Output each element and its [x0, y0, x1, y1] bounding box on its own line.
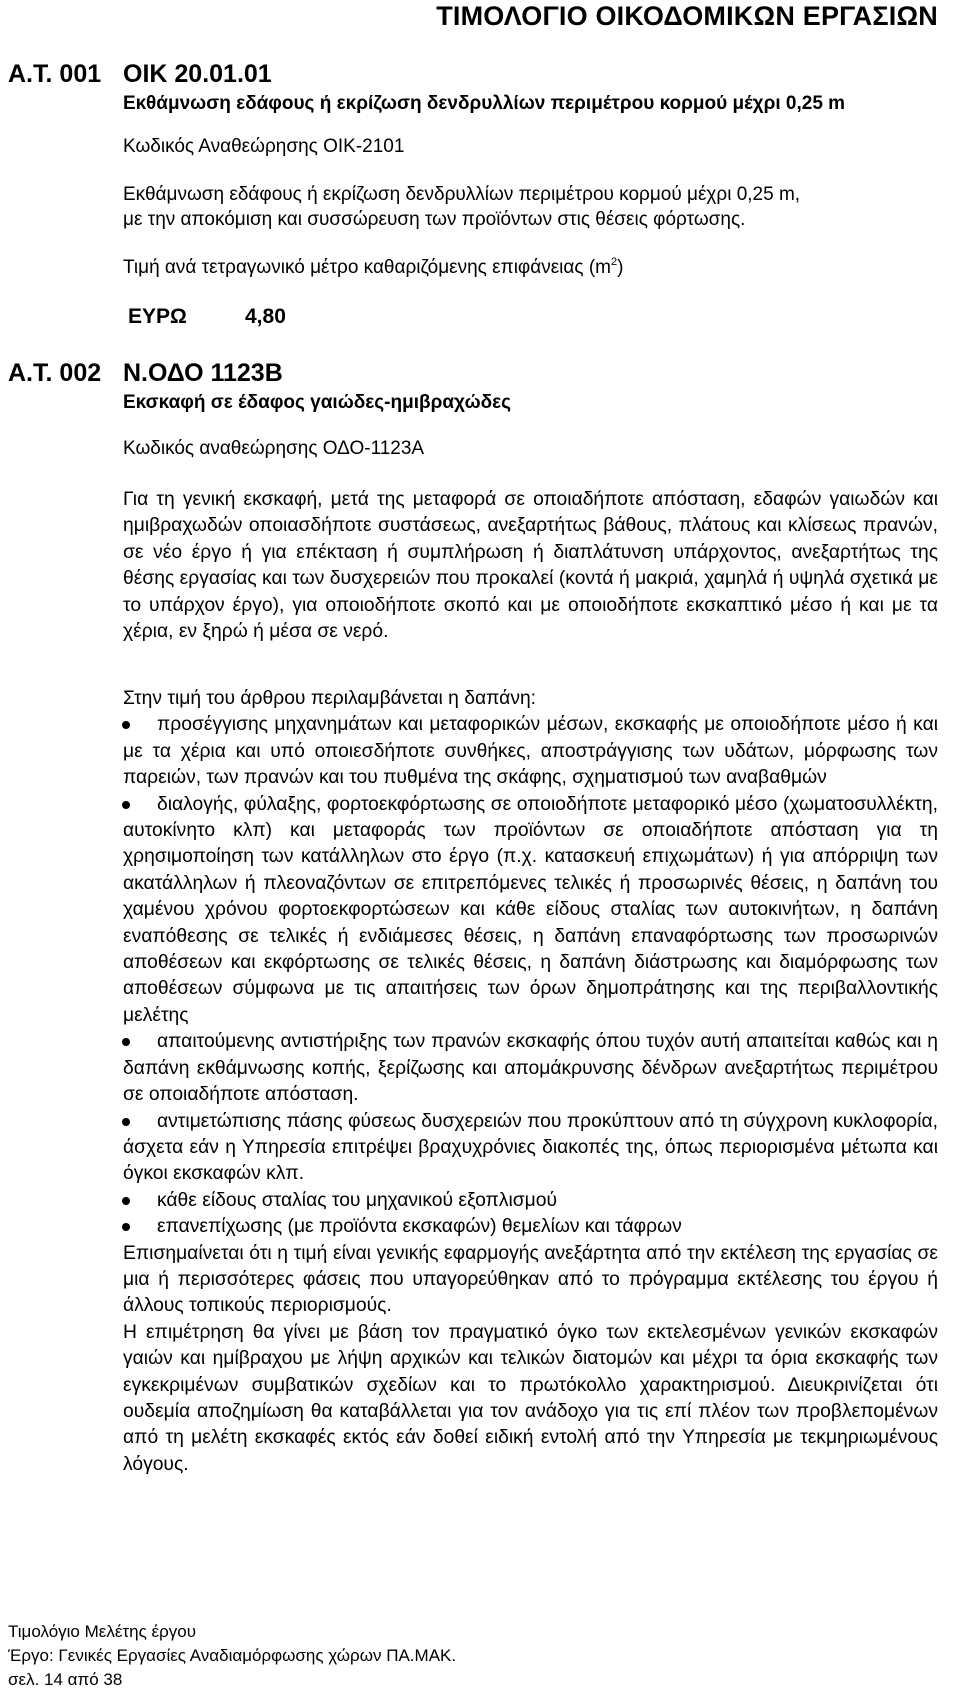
- list-item: προσέγγισης μηχανημάτων και μεταφορικών μέσων, εκσκαφής με οποιοδήποτε μέσο ή και με τα χέρια και υπό οποιεσδήποτε συνθήκες, αποστράγγισης των υδάτων, μόρφωσης των παρειών, των πρανών και του πυθμένα της σκάφης, σχηματισμού των αναβαθμών: [123, 714, 938, 789]
- measurement-paragraph: Η επιμέτρηση θα γίνει με βάση τον πραγματικό όγκο των εκτελεσμένων γενικών εκσκαφών γαιών και ημίβραχου με λήψη αρχικών και τελικών διατομών και μέχρι τα όρια εκσκαφής των εγκεκριμένων συμβατικών σχεδίων και το πρωτόκολλο χαρακτηρισμού. Διευκρινίζεται ότι ουδεμία αποζημίωση θα καταβάλλεται για τον ανάδοχο για τις επί πλέον των προβλεπομένων από τη μελέτη εκσκαφές εκτός εάν δοθεί ειδική εντολή από την Υπηρεσία με τεκμηριωμένους λόγους.: [123, 1321, 938, 1475]
- item-description-oik-line2: με την αποκόμιση και συσσώρευση των προϊόντων στις θέσεις φόρτωσης.: [123, 209, 746, 230]
- footer-project-name: Έργο: Γενικές Εργασίες Αναδιαμόρφωσης χώρων ΠΑ.ΜΑΚ.: [8, 1646, 457, 1665]
- list-item: επανεπίχωσης (με προϊόντα εκσκαφών) θεμελίων και τάφρων: [123, 1214, 938, 1240]
- price-value: 4,80: [245, 305, 286, 328]
- item-description-odo: Για τη γενική εκσκαφή, μετά της μεταφορά σε οποιαδήποτε απόσταση, εδαφών γαιωδών και ημιβραχωδών οποιασδήποτε συστάσεως, ανεξαρτήτως βάθους, πλάτους και κλίσεως πρανών, σε νέο έργο ή για επέκταση ή συμπλήρωση ή διαπλάτυνση υπάρχοντος, ανεξαρτήτως της θέσης εργασίας και των δυσχερειών που προκαλεί (κοντά ή μακριά, χαμηλά ή υψηλά σχετικά με το υπάρχον έργο), για οποιοδήποτε σκοπό και με οποιοδήποτε εκσκαπτικό μέσο ή και με τα χέρια, εν ξηρώ ή μέσα σε νερό.: [123, 489, 938, 643]
- currency-label: ΕΥΡΩ: [128, 305, 187, 328]
- item-code-oik: ΟΙΚ 20.01.01: [123, 60, 272, 88]
- bullet-icon: [122, 1197, 130, 1205]
- price-row-oik: [128, 304, 286, 330]
- bullet-icon: [122, 1118, 130, 1126]
- footer-document-name: Τιμολόγιο Μελέτης έργου: [8, 1622, 197, 1641]
- list-item: διαλογής, φύλαξης, φορτοεκφόρτωσης σε οποιοδήποτε μεταφορικό μέσο (χωματοσυλλέκτη, αυτοκίνητο κλπ) και μεταφοράς των προϊόντων σε οποιαδήποτε απόσταση για τη χρησιμοποίηση των κατάλληλων στο έργο (π.χ. κατασκευή επιχωμάτων) ή για απόρριψη των ακατάλληλων ή πλεοναζόντων σε επιτρεπόμενες τελικές ή προσωρινές θέσεις, η δαπάνη του χαμένου χρόνου φορτοεκφορτώσεων και κάθε είδους σταλίας των αυτοκινήτων, η δαπάνη εναπόθεσης σε τελικές ή ενδιάμεσες θέσεις, η δαπάνη επαναφόρτωσης των προσωρινών αποθέσεων και εκφόρτωσης σε τελικές θέσεις, η δαπάνη διάστρωσης και διαμόρφωσης των αποθέσεων σύμφωνα με τις απαιτήσεις των όρων δημοπράτησης και της περιβαλλοντικής μελέτης: [123, 793, 938, 1026]
- includes-list: [123, 712, 938, 1240]
- item-title-oik: Εκθάμνωση εδάφους ή εκρίζωση δενδρυλλίων περιμέτρου κορμού μέχρι 0,25 m: [123, 93, 846, 114]
- footer-page-number: σελ. 14 από 38: [8, 1670, 123, 1689]
- revision-code-oik: Κωδικός Αναθεώρησης ΟΙΚ-2101: [123, 136, 405, 157]
- item-code-odo: Ν.ΟΔΟ 1123Β: [123, 359, 283, 387]
- note-paragraph: Επισημαίνεται ότι η τιμή είναι γενικής εφαρμογής ανεξάρτητα από την εκτέλεση της εργασίας σε μια ή περισσότερες φάσεις που υπαγορεύθηκαν από το πρόγραμμα εκτέλεσης του έργου ή άλλους τοπικούς περιορισμούς.: [123, 1242, 938, 1317]
- bullet-icon: [122, 721, 130, 729]
- unit-description-oik: Τιμή ανά τετραγωνικό μέτρο καθαριζόμενης επιφάνειας $(m^2)$: [123, 256, 624, 278]
- item-number-002: Α.Τ. 002: [8, 359, 102, 387]
- includes-intro: Στην τιμή του άρθρου περιλαμβάνεται η δαπάνη:: [123, 688, 537, 709]
- bullet-icon: [122, 1038, 130, 1046]
- item-description-oik-line1: Εκθάμνωση εδάφους ή εκρίζωση δενδρυλλίων περιμέτρου κορμού μέχρι 0,25 m,: [123, 184, 801, 205]
- bullet-icon: [122, 801, 130, 809]
- item-number-001: Α.Τ. 001: [8, 60, 102, 88]
- item-title-odo: Εκσκαφή σε έδαφος γαιώδες-ημιβραχώδες: [123, 392, 512, 413]
- item-body-odo: [123, 686, 938, 1478]
- bullet-icon: [122, 1223, 130, 1231]
- list-item: κάθε είδους σταλίας του μηχανικού εξοπλισμού: [123, 1188, 938, 1214]
- document-title: ΤΙΜΟΛΟΓΙΟ ΟΙΚΟΔΟΜΙΚΩΝ ΕΡΓΑΣΙΩΝ: [436, 1, 938, 31]
- list-item: αντιμετώπισης πάσης φύσεως δυσχερειών που προκύπτουν από τη σύγχρονη κυκλοφορία, άσχετα εάν η Υπηρεσία επιτρέψει βραχυχρόνιες διακοπές της, όπως περιορισμένα μέτωπα και όγκοι εκσκαφών κλπ.: [123, 1110, 938, 1185]
- list-item: απαιτούμενης αντιστήριξης των πρανών εκσκαφής όπου τυχόν αυτή απαιτείται καθώς και η δαπάνη εκθάμνωσης κοπής, ξερίζωσης και απομάκρυνσης δένδρων ανεξαρτήτως περιμέτρου σε οποιαδήποτε απόσταση.: [123, 1031, 938, 1106]
- revision-code-odo: Κωδικός αναθεώρησης ΟΔΟ-1123Α: [123, 438, 425, 459]
